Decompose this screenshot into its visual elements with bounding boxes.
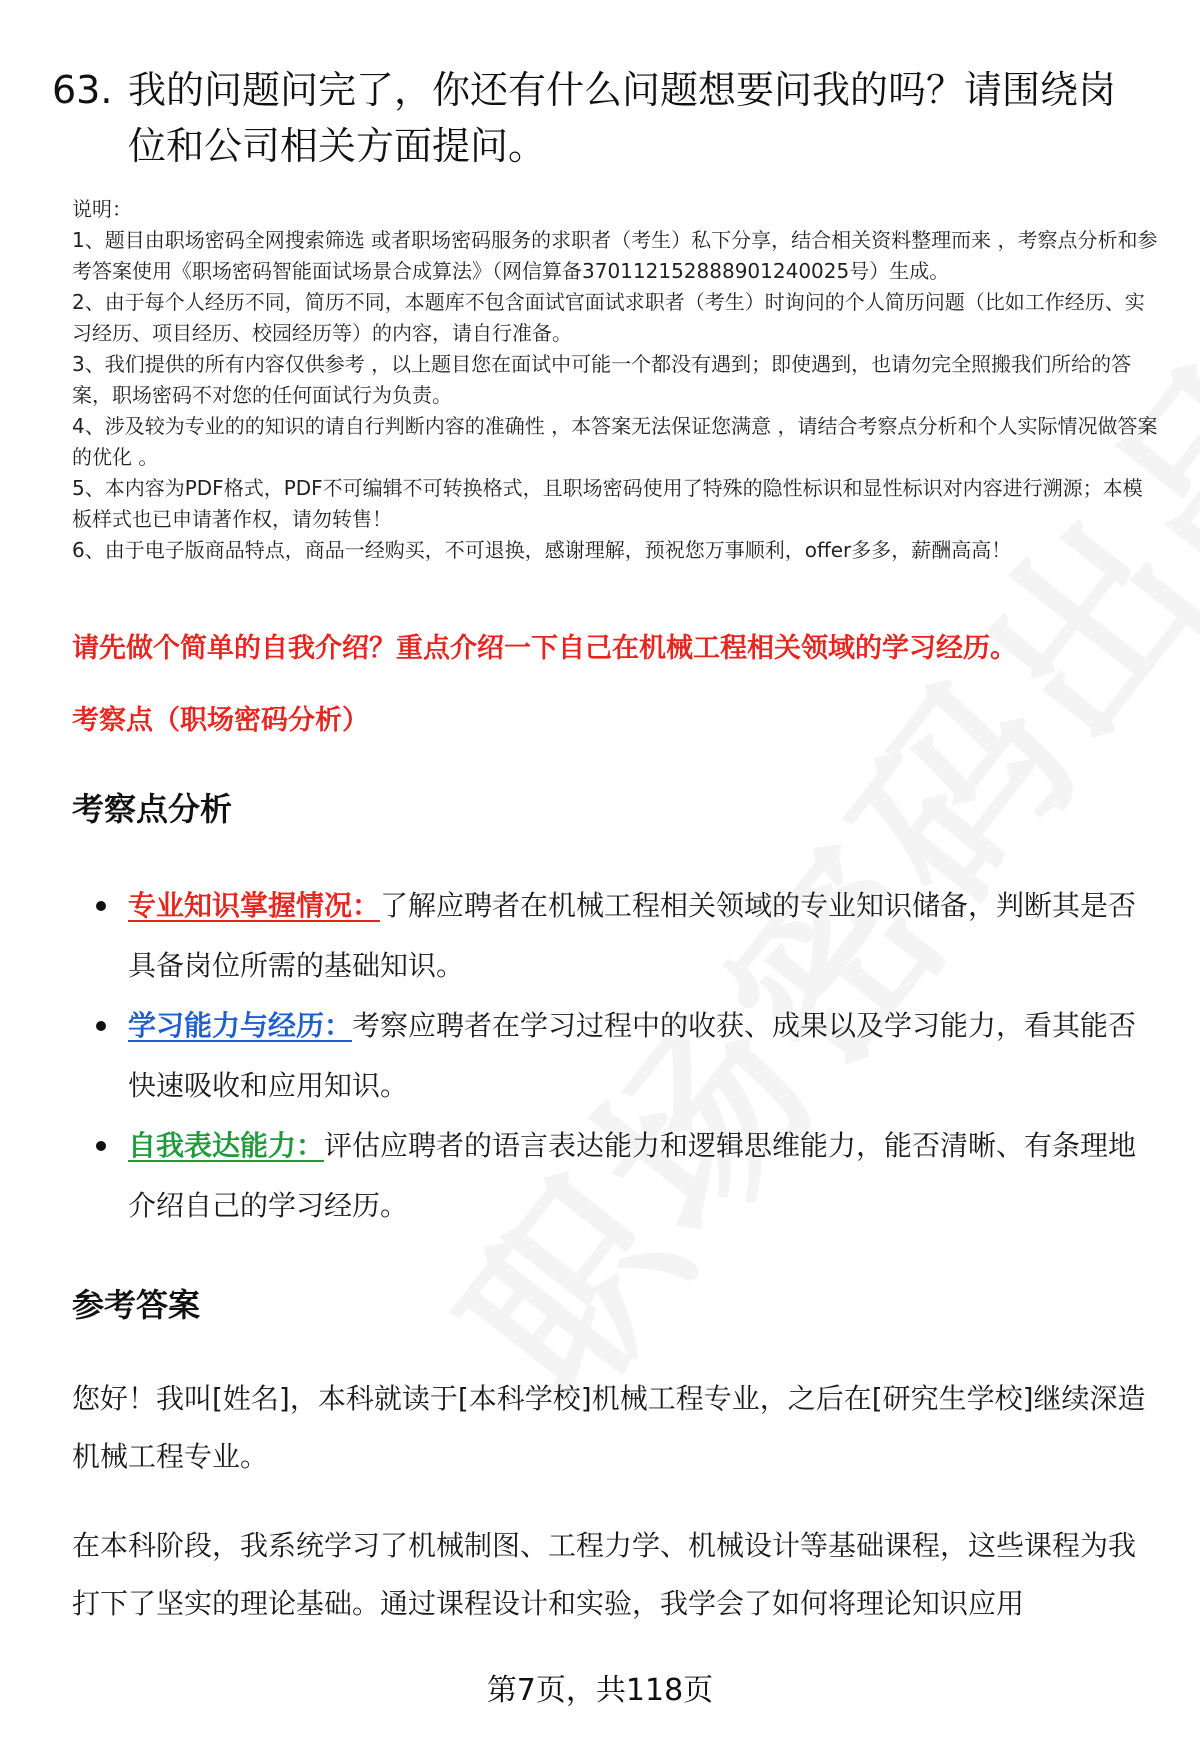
- note-item-2: 2、由于每个人经历不同，简历不同，本题库不包含面试官面试求职者（考生）时询问的个人简历问题（比如工作经历、实习经历、项目经历、校园经历等）的内容，请自行准备。: [72, 290, 1145, 345]
- list-item: [90, 996, 1150, 1116]
- point-key: 自我表达能力：: [128, 1129, 325, 1162]
- note-item-6: 6、由于电子版商品特点，商品一经购买，不可退换，感谢理解，预祝您万事顺利，offer多多，薪酬高高！: [72, 538, 1012, 562]
- point-text: 了解应聘者在机械工程相关领域的专业知识储备，判断其是否具备岗位所需的基础知识。: [128, 889, 1137, 982]
- analysis-heading: 考察点分析: [72, 790, 233, 828]
- notes-heading: 说明：: [72, 197, 132, 221]
- answer-paragraph-1: 您好！我叫[姓名]，本科就读于[本科学校]机械工程专业，之后在[研究生学校]继续深造机械工程专业。: [72, 1382, 1146, 1473]
- bullet-icon: [96, 1141, 106, 1151]
- point-key: 专业知识掌握情况：: [128, 889, 381, 922]
- analysis-list: [90, 876, 1150, 1236]
- notes-block: [72, 194, 1162, 566]
- note-item-5: 5、本内容为PDF格式，PDF不可编辑不可转换格式，且职场密码使用了特殊的隐性标识和显性标识对内容进行溯源；本模板样式也已申请著作权，请勿转售！: [72, 476, 1143, 531]
- note-item-4: 4、涉及较为专业的的知识的请自行判断内容的准确性 ，本答案无法保证您满意 ，请结合考察点分析和个人实际情况做答案的优化 。: [72, 414, 1158, 469]
- bullet-icon: [96, 1021, 106, 1031]
- answer-heading: 参考答案: [72, 1286, 201, 1324]
- sub-label: 考察点（职场密码分析）: [72, 705, 369, 736]
- question-text: 我的问题问完了，你还有什么问题想要问我的吗？请围绕岗位和公司相关方面提问。: [128, 68, 1117, 168]
- list-item: [90, 1116, 1150, 1236]
- page-footer: 第7页，共118页: [486, 1673, 714, 1708]
- point-text: 考察应聘者在学习过程中的收获、成果以及学习能力，看其能否快速吸收和应用知识。: [128, 1009, 1137, 1102]
- sub-question: 请先做个简单的自我介绍？重点介绍一下自己在机械工程相关领域的学习经历。: [72, 633, 1017, 664]
- note-item-1: 1、题目由职场密码全网搜索筛选 或者职场密码服务的求职者（考生）私下分享，结合相关资料整理而来 ，考察点分析和参考答案使用《职场密码智能面试场景合成算法》（网信算备370112152888901240025号）生成。: [72, 228, 1158, 283]
- question-number: 63.: [52, 68, 113, 112]
- answer-paragraph-2: 在本科阶段，我系统学习了机械制图、工程力学、机械设计等基础课程，这些课程为我打下了坚实的理论基础。通过课程设计和实验，我学会了如何将理论知识应用: [72, 1529, 1137, 1620]
- list-item: [90, 876, 1150, 996]
- point-text: 评估应聘者的语言表达能力和逻辑思维能力，能否清晰、有条理地介绍自己的学习经历。: [128, 1129, 1137, 1222]
- question-title: [52, 62, 1152, 174]
- point-key: 学习能力与经历：: [128, 1009, 353, 1042]
- bullet-icon: [96, 901, 106, 911]
- note-item-3: 3、我们提供的所有内容仅供参考 ，以上题目您在面试中可能一个都没有遇到；即使遇到，也请勿完全照搬我们所给的答案，职场密码不对您的任何面试行为负责。: [72, 352, 1132, 407]
